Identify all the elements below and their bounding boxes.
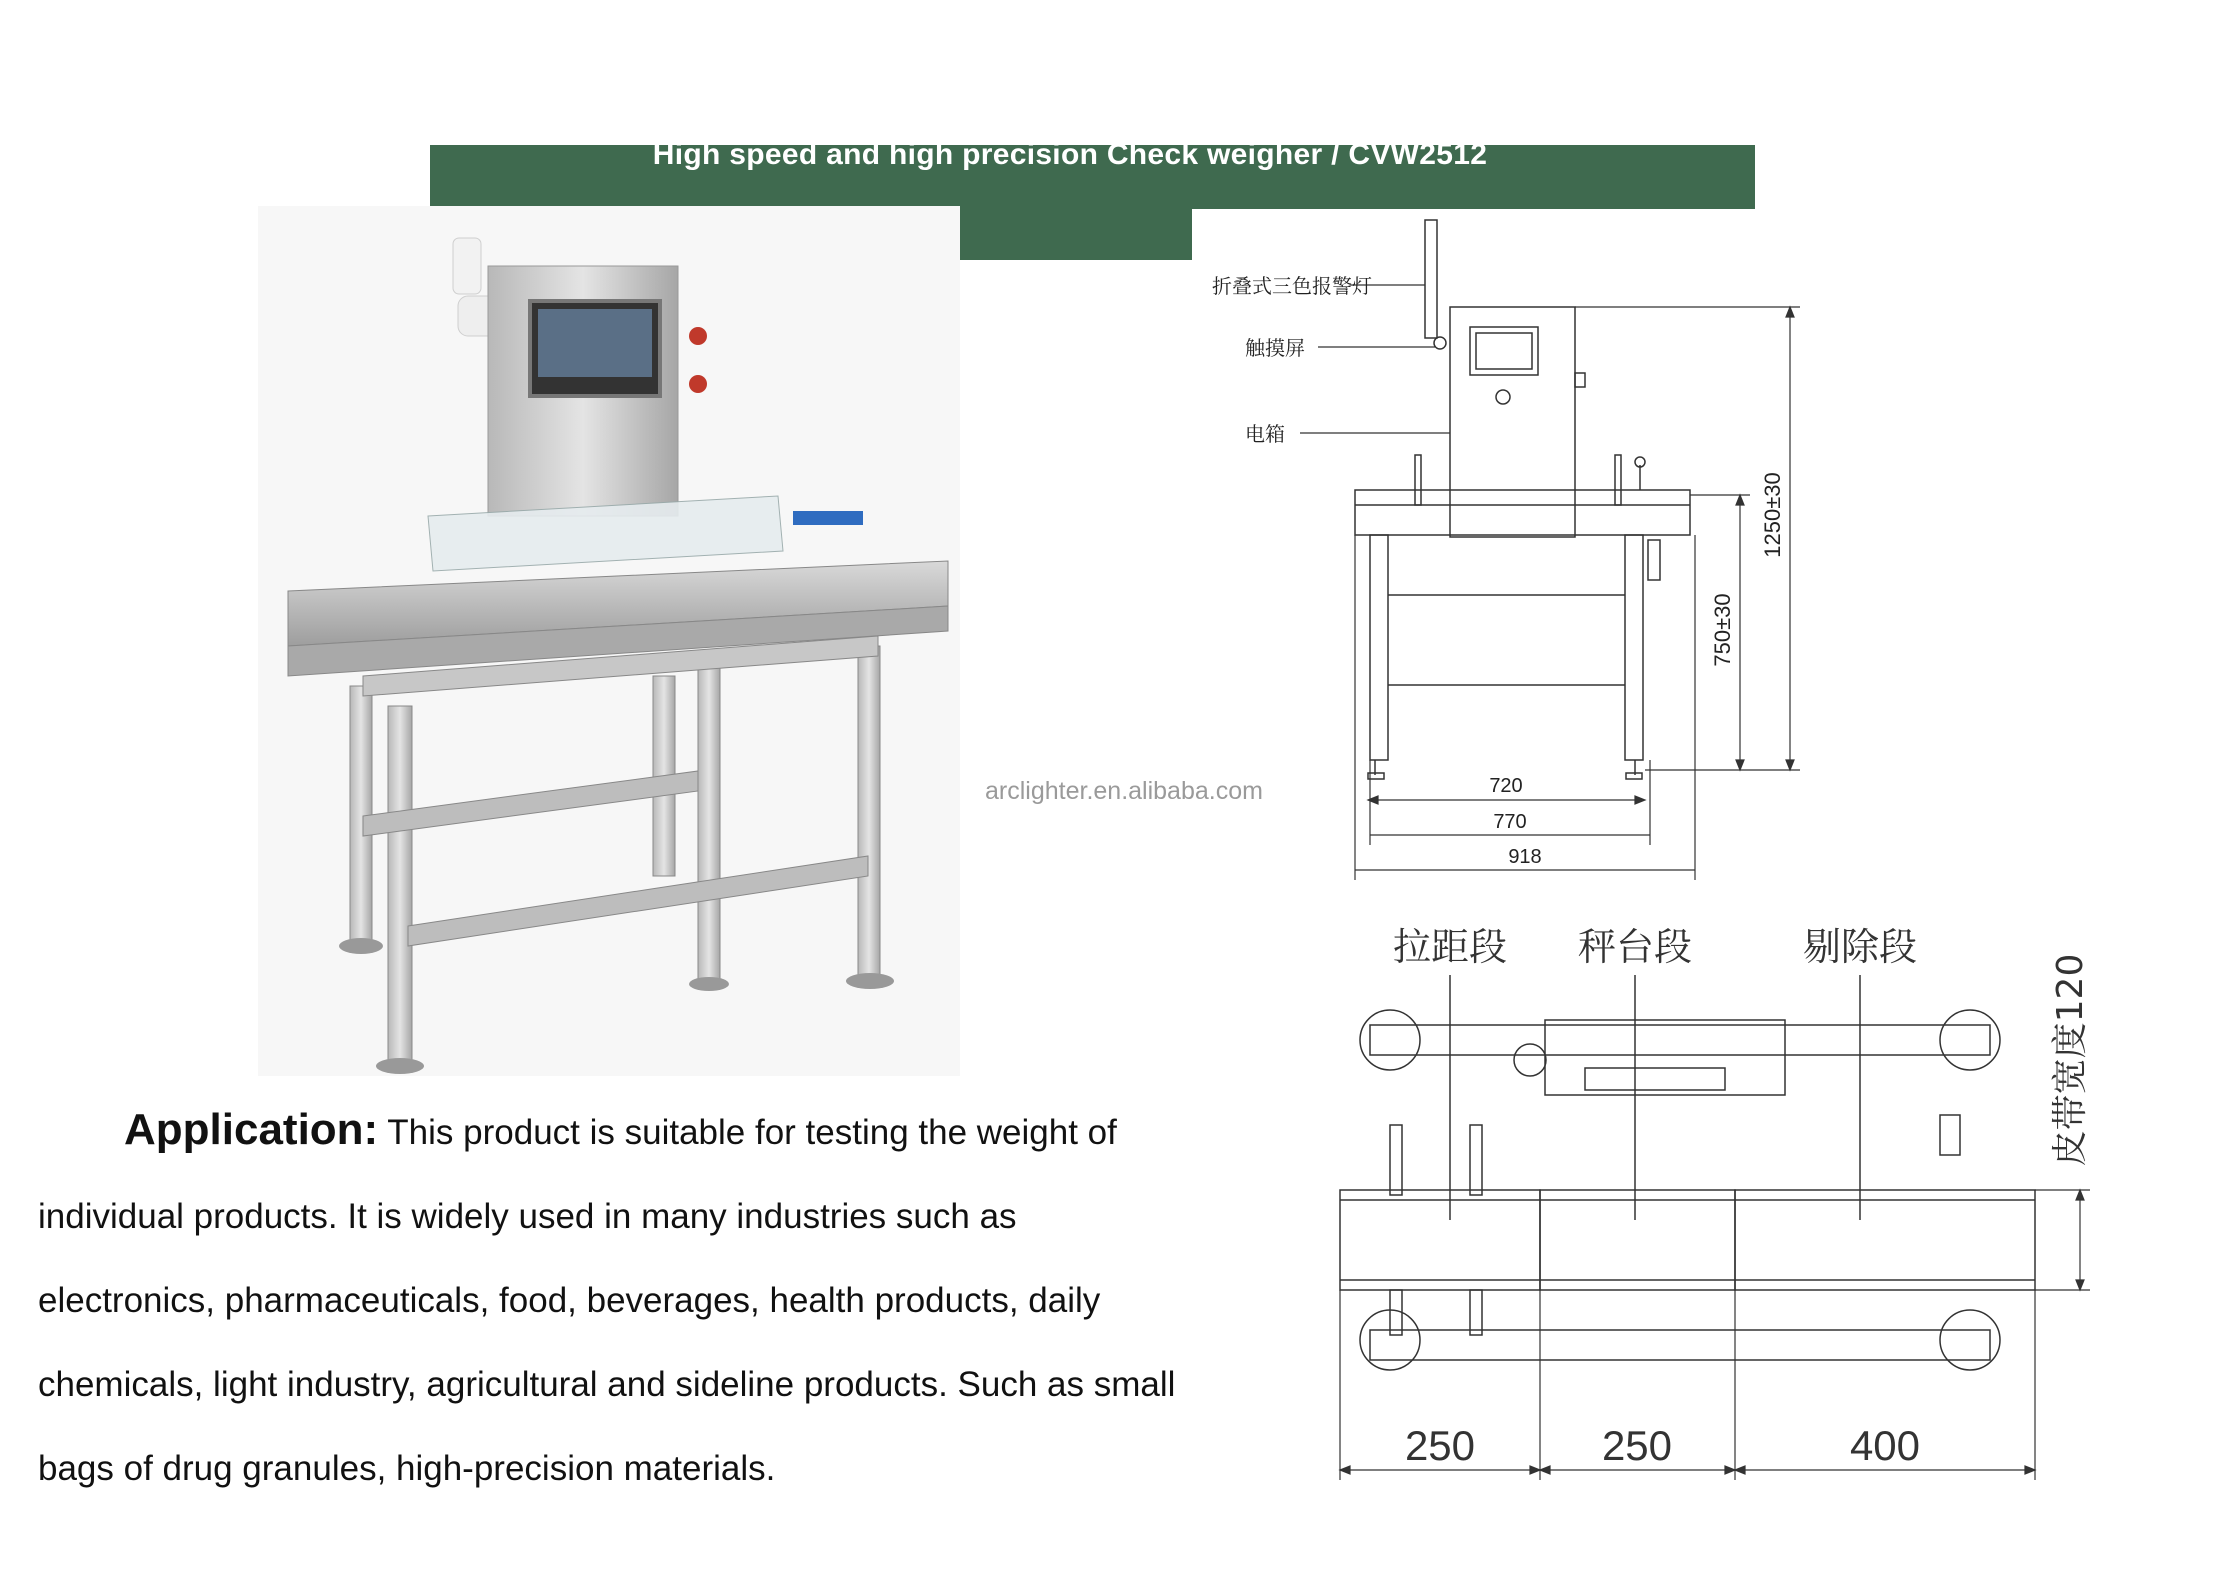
dim-conveyor-height: 750±30 (1710, 593, 1735, 667)
dim-width-720: 720 (1489, 775, 1523, 797)
belt-width-label: 皮带宽度120 (2050, 953, 2091, 1167)
title-banner-tab (960, 200, 1192, 260)
section-rejection-label: 剔除段 (1802, 925, 1918, 969)
length-rejection: 400 (1849, 1422, 1921, 1469)
section-spacing-label: 拉距段 (1392, 925, 1508, 969)
application-label: Application: (124, 1105, 379, 1154)
application-paragraph (38, 1088, 1288, 1511)
top-view-drawing (1330, 900, 2100, 1490)
dim-width-918: 918 (1508, 846, 1542, 868)
dim-width-770: 770 (1493, 811, 1527, 833)
label-alarm-light: 折叠式三色报警灯 (1212, 274, 1372, 298)
watermark: arclighter.en.alibaba.com (985, 777, 1263, 805)
application-text-first: This product is suitable for testing the weight of (387, 1113, 1117, 1152)
application-line: chemicals, light industry, agricultural and sideline products. Such as small (38, 1365, 1176, 1404)
label-touchscreen: 触摸屏 (1245, 336, 1305, 360)
length-spacing: 250 (1404, 1422, 1476, 1469)
application-first-line (38, 1088, 1288, 1175)
product-photo (258, 206, 960, 1076)
page-title: High speed and high precision Check weigher / CVW2512 (652, 138, 1488, 171)
length-weighing: 250 (1601, 1422, 1673, 1469)
application-line: bags of drug granules, high-precision materials. (38, 1449, 776, 1488)
dim-total-height: 1250±30 (1760, 472, 1785, 558)
label-electric-box: 电箱 (1245, 422, 1285, 446)
section-weighing-label: 秤台段 (1577, 925, 1693, 969)
application-line: individual products. It is widely used in many industries such as (38, 1197, 1017, 1236)
application-line: electronics, pharmaceuticals, food, beverages, health products, daily (38, 1281, 1101, 1320)
front-elevation-drawing (1210, 215, 1820, 880)
